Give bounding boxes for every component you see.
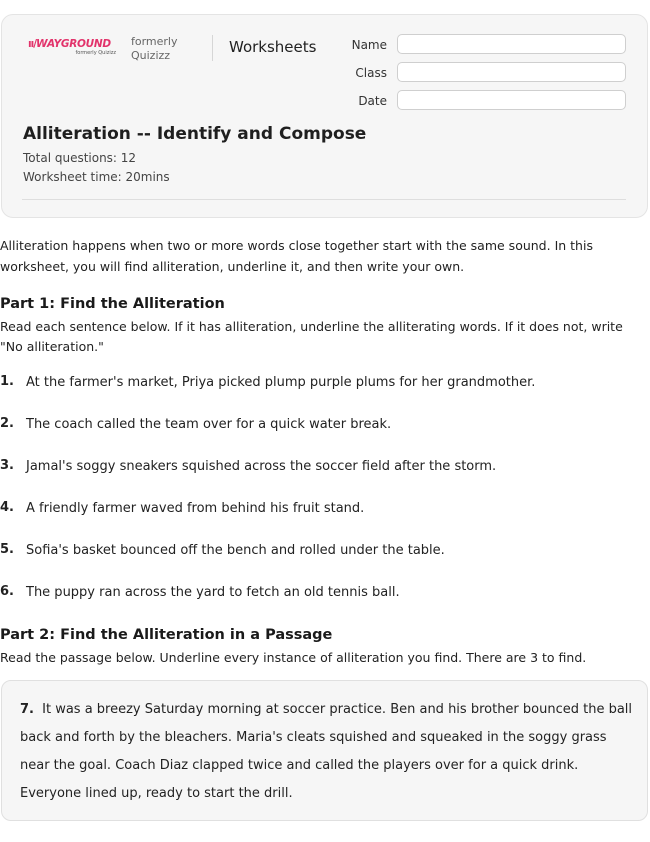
passage-text: It was a breezy Saturday morning at soccer practice. Ben and his brother bounced the ball back and forth by the bleachers. Maria's cleats squished and squeaked in the soggy grass near the goal. Coach Diaz clapped twice and called the players over for a quick drink. Everyone lined up, ready to start the drill. [20, 702, 633, 801]
passage-question [20, 696, 636, 808]
logo-subtext: formerly Quizizz [75, 50, 116, 56]
question-number: 5. [0, 542, 14, 557]
question-item [0, 500, 640, 522]
date-label: Date [358, 94, 387, 108]
part2-instructions: Read the passage below. Underline every instance of alliteration you find. There are 3 to find. [0, 650, 587, 665]
header-divider [212, 35, 213, 61]
name-label: Name [351, 38, 387, 52]
question-number: 2. [0, 416, 14, 431]
date-field[interactable] [397, 90, 626, 110]
question-item [0, 584, 640, 606]
question-text: The puppy ran across the yard to fetch an old tennis ball. [26, 585, 400, 600]
question-text: At the farmer's market, Priya picked plump purple plums for her grandmother. [26, 375, 536, 390]
question-item [0, 542, 640, 564]
question-item [0, 416, 640, 438]
logo-wordmark: ıı/WAYGROUND [28, 38, 111, 50]
question-number: 1. [0, 374, 14, 389]
part1-instructions: Read each sentence below. If it has alliteration, underline the alliterating words. If it does not, write "No alliteration." [0, 319, 623, 354]
intro-paragraph: Alliteration happens when two or more words close together start with the same sound. In this worksheet, you will find alliteration, underline it, and then write your own. [0, 238, 593, 274]
formerly-quizizz-note: formerly Quizizz [131, 35, 178, 62]
total-questions: Total questions: 12 [23, 151, 137, 165]
question-text: The coach called the team over for a quick water break. [26, 417, 392, 432]
part2-heading: Part 2: Find the Alliteration in a Passage [0, 627, 333, 643]
name-field[interactable] [397, 34, 626, 54]
class-label: Class [355, 66, 387, 80]
question-number: 6. [0, 584, 14, 599]
question-item [0, 374, 640, 396]
class-field[interactable] [397, 62, 626, 82]
part1-heading: Part 1: Find the Alliteration [0, 296, 225, 312]
worksheet-title: Alliteration -- Identify and Compose [23, 124, 367, 144]
worksheets-label: Worksheets [229, 38, 317, 56]
passage-card [1, 680, 648, 821]
question-text: Jamal's soggy sneakers squished across the soccer field after the storm. [26, 459, 497, 474]
logo-mark-icon: ıı/ [28, 38, 37, 50]
question-number: 7. [20, 702, 34, 717]
wayground-logo [28, 38, 118, 60]
question-number: 3. [0, 458, 14, 473]
question-item [0, 458, 640, 480]
worksheet-time: Worksheet time: 20mins [23, 170, 170, 184]
question-number: 4. [0, 500, 14, 515]
header-rule [22, 199, 626, 200]
question-text: A friendly farmer waved from behind his fruit stand. [26, 501, 365, 516]
question-text: Sofia's basket bounced off the bench and rolled under the table. [26, 543, 445, 558]
